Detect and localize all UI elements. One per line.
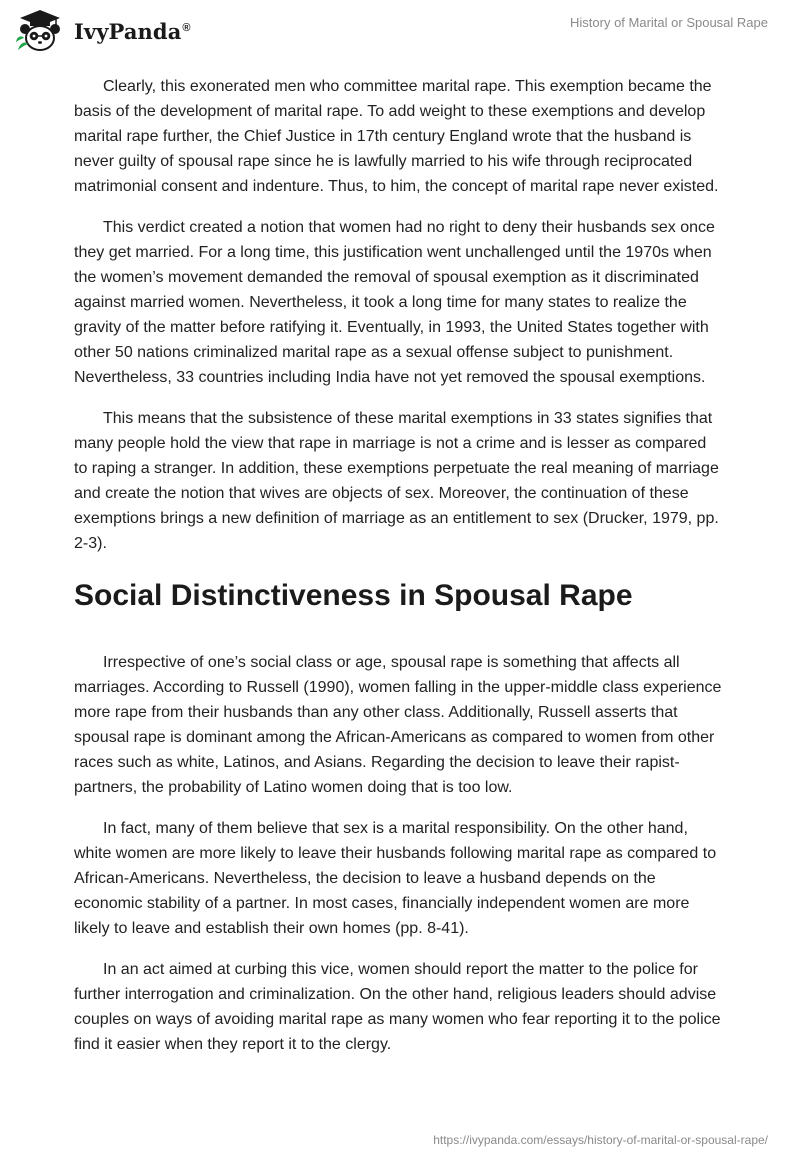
paragraph: Clearly, this exonerated men who committee marital rape. This exemption became the basis of the development of marital rape. To add weight to these exemptions and develop marital rape further, the Chief Justice in 17th century England wrote that the husband is never guilty of spousal rape since he is lawfully married to his wife through reciprocated matrimonial consent and indenture. Thus, to him, the concept of marital rape never existed. bbox=[74, 78, 719, 195]
logo-text bbox=[74, 19, 191, 44]
ivypanda-logo[interactable] bbox=[14, 8, 191, 54]
paragraph: In fact, many of them believe that sex is a marital responsibility. On the other hand, white women are more likely to leave their husbands following marital rape as compared to African-Americans. Nevertheless, the decision to leave a husband depends on the economic stability of a partner. In most cases, financially independent women are more likely to leave and establish their own homes (pp. 8-41). bbox=[74, 820, 717, 937]
section-heading: Social Distinctiveness in Spousal Rape bbox=[74, 579, 633, 612]
paragraph: Irrespective of one’s social class or age, spousal rape is something that affects all marriages. According to Russell (1990), women falling in the upper-middle class experience more rape from their husbands than any other class. Additionally, Russell asserts that spousal rape is dominant among the African-Americans as compared to women from other races such as white, Latinos, and Asians. Regarding the decision to leave their rapist-partners, the probability of Latino women doing that is too low. bbox=[74, 654, 722, 796]
logo-wordmark: IvyPanda bbox=[74, 18, 182, 44]
paragraph: In an act aimed at curbing this vice, women should report the matter to the police for further interrogation and criminalization. On the other hand, religious leaders should advise couples on ways of avoiding marital rape as many women who fear reporting it to the police find it easier when they report it to the clergy. bbox=[74, 961, 721, 1053]
essay-content bbox=[74, 74, 724, 1073]
page-header bbox=[0, 0, 800, 60]
paragraph: This means that the subsistence of these marital exemptions in 33 states signifies that many people hold the view that rape in marriage is not a crime and is lesser as compared to raping a stranger. In addition, these exemptions perpetuate the real meaning of marriage and create the notion that wives are objects of sex. Moreover, the continuation of these exemptions brings a new definition of marriage as an entitlement to sex (Drucker, 1979, pp. 2-3). bbox=[74, 410, 719, 552]
document-title: History of Marital or Spousal Rape bbox=[570, 15, 768, 30]
source-url[interactable]: https://ivypanda.com/essays/history-of-marital-or-spousal-rape/ bbox=[433, 1133, 768, 1147]
registered-mark: ® bbox=[182, 21, 191, 34]
paragraph: This verdict created a notion that women had no right to deny their husbands sex once they get married. For a long time, this justification went unchallenged until the 1970s when the women’s movement demanded the removal of spousal exemption as it discriminated against married women. Nevertheless, it took a long time for many states to realize the gravity of the matter before ratifying it. Eventually, in 1993, the United States together with other 50 nations criminalized marital rape as a sexual offense subject to punishment. Nevertheless, 33 countries including India have not yet removed the spousal exemptions. bbox=[74, 219, 715, 386]
panda-graduate-icon bbox=[14, 8, 66, 54]
